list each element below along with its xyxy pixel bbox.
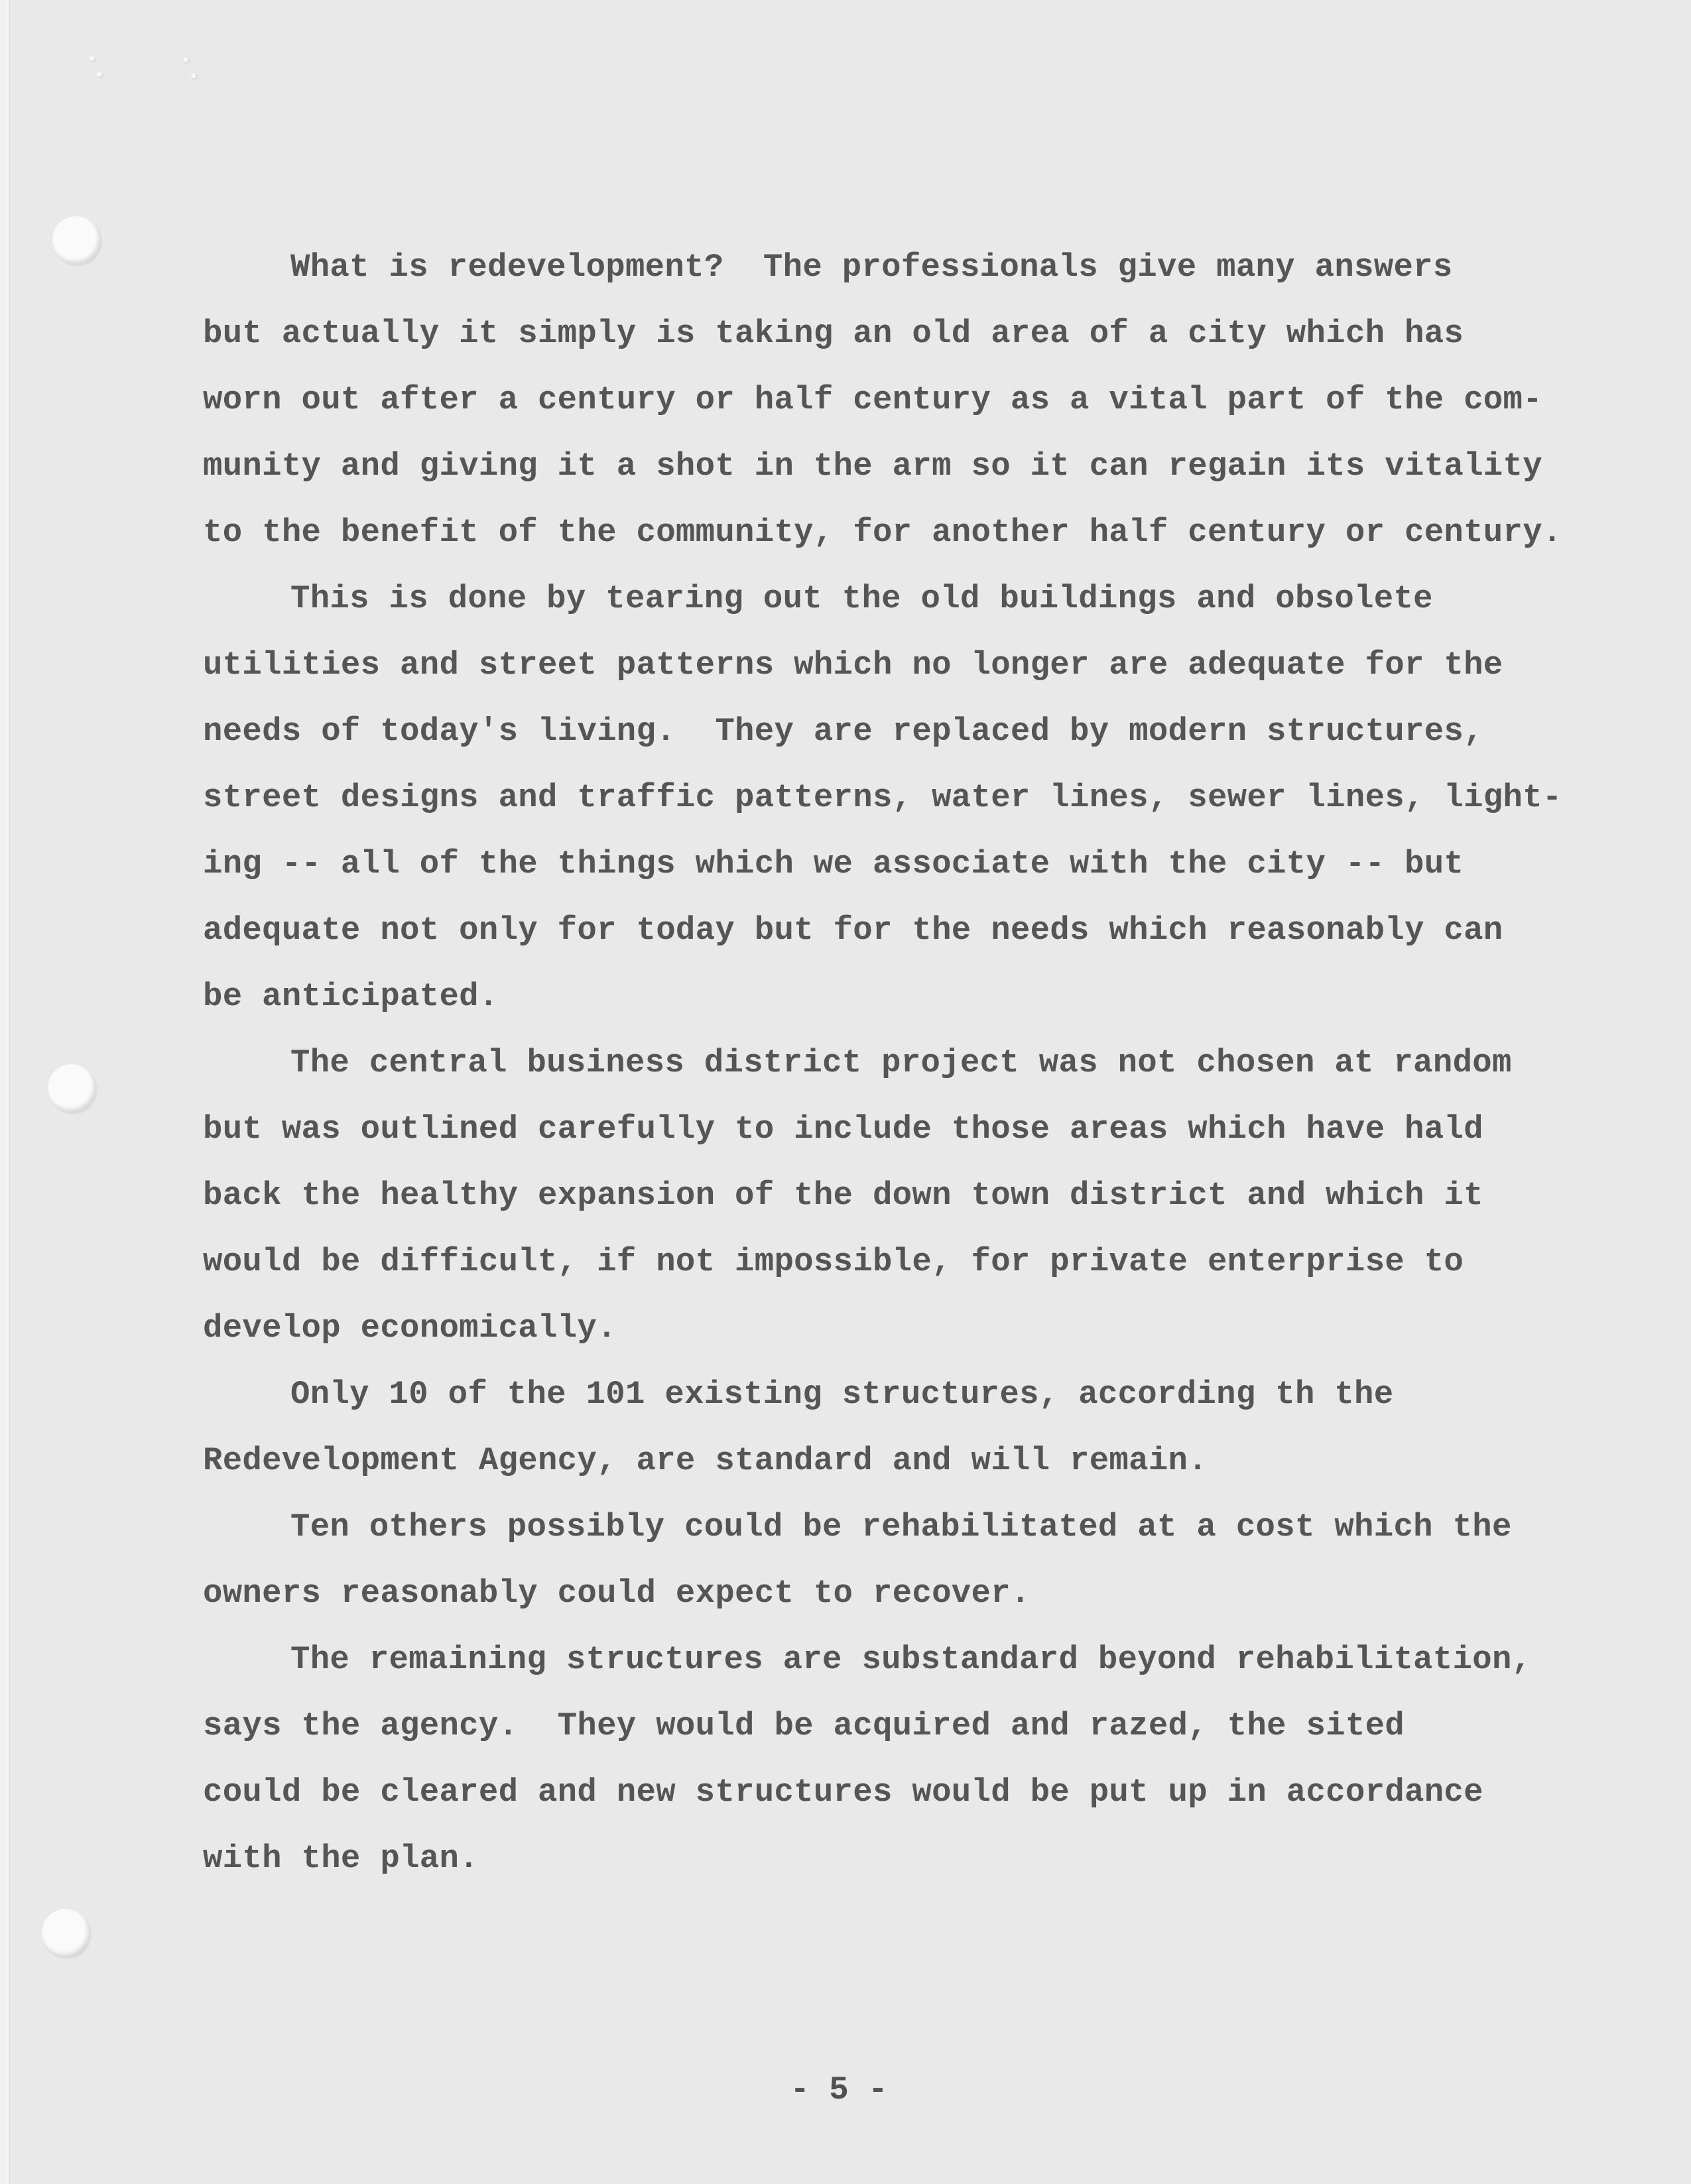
text-line: What is redevelopment? The professionals give many answers — [290, 249, 1453, 286]
text-line: develop economically. — [203, 1309, 617, 1347]
text-line: but was outlined carefully to include those areas which have hald — [203, 1111, 1483, 1148]
text-line: with the plan. — [203, 1840, 479, 1877]
page-number: - 5 - — [790, 2071, 888, 2108]
text-line: could be cleared and new structures would be put up in accordance — [203, 1774, 1483, 1811]
text-line: utilities and street patterns which no longer are adequate for the — [203, 646, 1503, 684]
text-line: Ten others possibly could be rehabilitated at a cost which the — [290, 1508, 1512, 1546]
text-line: ing -- all of the things which we associate with the city -- but — [203, 845, 1464, 882]
text-line: back the healthy expansion of the down town district and which it — [203, 1177, 1483, 1214]
text-line: Only 10 of the 101 existing structures, according th the — [290, 1376, 1394, 1413]
text-line: would be difficult, if not impossible, for private enterprise to — [203, 1243, 1464, 1280]
text-line: The remaining structures are substandard beyond rehabilitation, — [290, 1641, 1532, 1678]
text-line: street designs and traffic patterns, water lines, sewer lines, light- — [203, 779, 1562, 816]
paper-speck — [183, 57, 188, 62]
text-line: The central business district project was not chosen at random — [290, 1044, 1512, 1081]
text-line: This is done by tearing out the old buildings and obsolete — [290, 580, 1433, 617]
text-line: says the agency. They would be acquired and razed, the sited — [203, 1707, 1405, 1744]
text-line: be anticipated. — [203, 978, 499, 1015]
punch-hole-middle — [48, 1064, 95, 1112]
text-line: munity and giving it a shot in the arm so it can regain its vitality — [203, 448, 1542, 485]
text-line: but actually it simply is taking an old area of a city which has — [203, 315, 1464, 352]
paper-speck — [97, 72, 102, 77]
text-line: worn out after a century or half century as a vital part of the com- — [203, 381, 1542, 418]
punch-hole-top — [52, 216, 100, 264]
paper-speck — [191, 73, 196, 78]
text-line: adequate not only for today but for the needs which reasonably can — [203, 912, 1503, 949]
text-line: owners reasonably could expect to recover. — [203, 1575, 1031, 1612]
text-line: needs of today's living. They are replaced by modern structures, — [203, 713, 1483, 750]
paper-speck — [90, 56, 95, 61]
punch-hole-bottom — [42, 1909, 90, 1957]
paper-edge — [0, 0, 10, 2184]
text-line: to the benefit of the community, for another half century or century. — [203, 514, 1562, 551]
text-line: Redevelopment Agency, are standard and will remain. — [203, 1442, 1208, 1479]
